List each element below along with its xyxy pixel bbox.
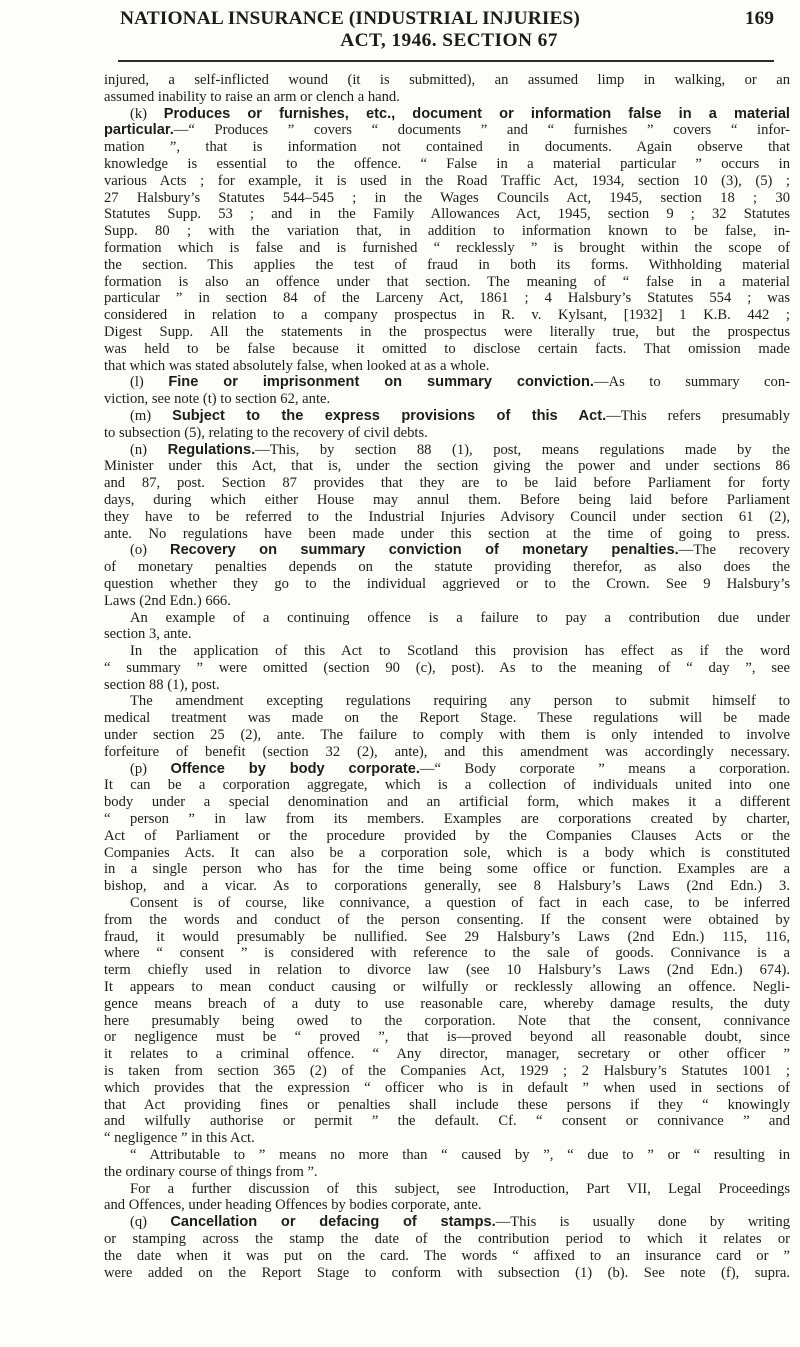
text-line: the section. This applies the test of fraud in both its forms. Withholding material	[104, 256, 790, 273]
text-line: ante. No regulations have been made under this section at the time of going to press.	[104, 525, 790, 542]
text-line: were added on the Report Stage to conform with subsection (1) (b). See note (f), supra.	[104, 1264, 790, 1281]
text-line: in a single person who has for the time being some office or function. Examples are a	[104, 861, 790, 878]
header-rule	[118, 60, 774, 62]
text-line: Statutes Supp. 53 ; and in the Family Allowances Act, 1945, section 9 ; 32 Statutes	[104, 206, 790, 223]
page-number: 169	[744, 8, 774, 29]
note-heading: Recovery on summary conviction of monetary penalties.	[170, 542, 679, 559]
note-heading: particular.	[104, 122, 174, 139]
text-line: or stamping across the stamp the date of the contribution period to which it relates or	[104, 1230, 790, 1247]
text-line: gence means breach of a duty to use reasonable care, whereby damage results, the duty	[104, 995, 790, 1012]
text-line: (p) Offence by body corporate.—“ Body corporate ” means a corporation.	[130, 760, 790, 777]
text-line: here presumably being owed to the corporation. Note that the consent, connivance	[104, 1012, 790, 1029]
note-heading: Fine or imprisonment on summary conviction.	[168, 374, 594, 391]
running-head	[104, 8, 794, 56]
note-heading: Subject to the express provisions of this Act.	[172, 407, 607, 424]
text-line: the ordinary course of things from ”.	[104, 1163, 318, 1180]
text-line: formation is also an offence under that section. The meaning of “ false in a material	[104, 273, 790, 290]
text-line: and wilfully authorise or permit ” the default. Cf. “ consent or connivance ” and	[104, 1113, 790, 1130]
text-line: it relates to a criminal offence. “ Any director, manager, secretary or other officer ”	[104, 1046, 790, 1063]
text-line: mation ”, that is information not contained in documents. Again observe that	[104, 139, 790, 156]
text-line: injured, a self-inflicted wound (it is submitted), an assumed limp in walking, or an	[104, 72, 790, 88]
running-head-subtitle: ACT, 1946. SECTION 67	[340, 30, 558, 51]
text-line: Digest Supp. All the statements in the prospectus were literally true, but the prospectus	[104, 323, 790, 340]
text-line: question whether they go to the individual aggrieved or to the Crown. See 9 Halsbury’s	[104, 575, 790, 592]
text-line: “ negligence ” in this Act.	[104, 1130, 255, 1147]
text-line: Minister under this Act, that is, under the section giving the power and under sections 86	[104, 458, 790, 475]
text-line: (q) Cancellation or defacing of stamps.—This is usually done by writing	[130, 1214, 790, 1231]
text-line: term chiefly used in relation to divorce law (see 10 Halsbury’s Laws (2nd Edn.) 674).	[104, 962, 790, 979]
text-line: (l) Fine or imprisonment on summary conviction.—As to summary con-	[130, 374, 790, 391]
text-line: viction, see note (t) to section 62, ante.	[104, 391, 331, 408]
note-heading: Regulations.	[167, 441, 256, 458]
note-heading: Produces or furnishes, etc., document or information false in a material	[163, 105, 790, 122]
text-line: was held to be false because it omitted to disclose certain facts. That omission made	[104, 340, 790, 357]
text-line: that Act providing fines or penalties shall include these persons if they “ knowingly	[104, 1096, 790, 1113]
text-line: (o) Recovery on summary conviction of monetary penalties.—The recovery	[130, 542, 790, 559]
text-line: section 88 (1), post.	[104, 676, 220, 693]
text-line: or negligence must be “ proved ”, that is—proved beyond all reasonable doubt, since	[104, 1029, 790, 1046]
text-line: forfeiture of benefit (section 32 (2), ante), and this amendment was accordingly necessary.	[104, 743, 790, 760]
text-line: various Acts ; for example, it is used in the Road Traffic Act, 1934, section 10 (3), (5) ;	[104, 172, 790, 189]
text-line: An example of a continuing offence is a failure to pay a contribution due under	[130, 609, 790, 626]
text-line: In the application of this Act to Scotland this provision has effect as if the word	[130, 643, 790, 660]
text-line: from the words and conduct of the person consenting. If the consent were obtained by	[104, 911, 790, 928]
text-line: fraud, it would presumably be nullified. See 29 Halsbury’s Laws (2nd Edn.) 115, 116,	[104, 928, 790, 945]
text-line: It can be a corporation aggregate, which is a collection of individuals united into one	[104, 777, 790, 794]
text-line: “ person ” in law from its members. Examples are corporations created by charter,	[104, 811, 790, 828]
annotation-text	[104, 72, 790, 1281]
text-line: Laws (2nd Edn.) 666.	[104, 592, 231, 609]
text-line: and 87, post. Section 87 provides that they are to be laid before Parliament for forty	[104, 475, 790, 492]
text-line: “ Attributable to ” means no more than “ caused by ”, “ due to ” or “ resulting in	[130, 1147, 790, 1163]
note-heading: Cancellation or defacing of stamps.	[170, 1214, 496, 1231]
text-line: (n) Regulations.—This, by section 88 (1), post, means regulations made by the	[130, 441, 790, 458]
note-heading: Offence by body corporate.	[170, 760, 420, 777]
text-line: It appears to mean conduct causing or wilfully or recklessly allowing an offence. Negli-	[104, 979, 790, 996]
text-line: particular ” in section 84 of the Larceny Act, 1861 ; 4 Halsbury’s Statutes 554 ; was	[104, 290, 790, 307]
text-line: the date when it was put on the card. The words “ affixed to an insurance card or ”	[104, 1247, 790, 1264]
text-line: to subsection (5), relating to the recovery of civil debts.	[104, 424, 428, 441]
text-line: they have to be referred to the Industrial Injuries Advisory Council under section 61 (2),	[104, 508, 790, 525]
text-line: is taken from section 365 (2) of the Companies Act, 1929 ; 2 Halsbury’s Statutes 1001 ;	[104, 1063, 790, 1080]
text-line: of monetary penalties depends on the statute providing therefor, as also does the	[104, 559, 790, 576]
text-line: where “ consent ” is considered with reference to the sale of goods. Connivance is a	[104, 945, 790, 962]
text-line: particular.—“ Produces ” covers “ documents ” and “ furnishes ” covers “ infor-	[104, 122, 790, 139]
text-line: considered in relation to a company prospectus in R. v. Kylsant, [1932] 1 K.B. 442 ;	[104, 307, 790, 324]
text-line: The amendment excepting regulations requiring any person to submit himself to	[130, 693, 790, 710]
text-line: that which was stated absolutely false, when looked at as a whole.	[104, 357, 490, 374]
running-head-title: NATIONAL INSURANCE (INDUSTRIAL INJURIES)	[120, 8, 580, 29]
text-line: Companies Acts. It can also be a corporation sole, which is a body which is constituted	[104, 844, 790, 861]
text-line: days, during which either House may annul them. Before being laid before Parliament	[104, 491, 790, 508]
text-line: under section 25 (2), ante. The failure to comply with them is only intended to involve	[104, 727, 790, 744]
text-line: 27 Halsbury’s Statutes 544–545 ; in the Wages Councils Act, 1945, section 18 ; 30	[104, 189, 790, 206]
text-line: body under a special denomination and an artificial form, which makes it a different	[104, 794, 790, 811]
text-line: Act of Parliament or the procedure provided by the Companies Clauses Acts or the	[104, 827, 790, 844]
text-line: knowledge is essential to the offence. “ False in a material particular ” occurs in	[104, 155, 790, 172]
text-line: (k) Produces or furnishes, etc., document or information false in a material	[130, 105, 790, 122]
text-line: medical treatment was made on the Report Stage. These regulations will be made	[104, 710, 790, 727]
text-line: bishop, and a vicar. As to corporations generally, see 8 Halsbury’s Laws (2nd Edn.) 3.	[104, 878, 790, 895]
text-line: which provides that the expression “ officer who is in default ” when used in sections of	[104, 1079, 790, 1096]
text-line: formation which is false and is furnished “ recklessly ” is brought within the scope of	[104, 239, 790, 256]
text-line: For a further discussion of this subject, see Introduction, Part VII, Legal Proceedings	[130, 1180, 790, 1197]
text-line: (m) Subject to the express provisions of this Act.—This refers presumably	[130, 407, 790, 424]
text-line: assumed inability to raise an arm or clench a hand.	[104, 88, 400, 105]
text-line: Consent is of course, like connivance, a question of fact in each case, to be inferred	[130, 895, 790, 912]
text-line: “ summary ” were omitted (section 90 (c), post). As to the meaning of “ day ”, see	[104, 659, 790, 676]
text-line: section 3, ante.	[104, 626, 192, 643]
text-line: and Offences, under heading Offences by bodies corporate, ante.	[104, 1197, 482, 1214]
text-line: Supp. 80 ; with the variation that, in addition to information known to be false, in-	[104, 223, 790, 240]
